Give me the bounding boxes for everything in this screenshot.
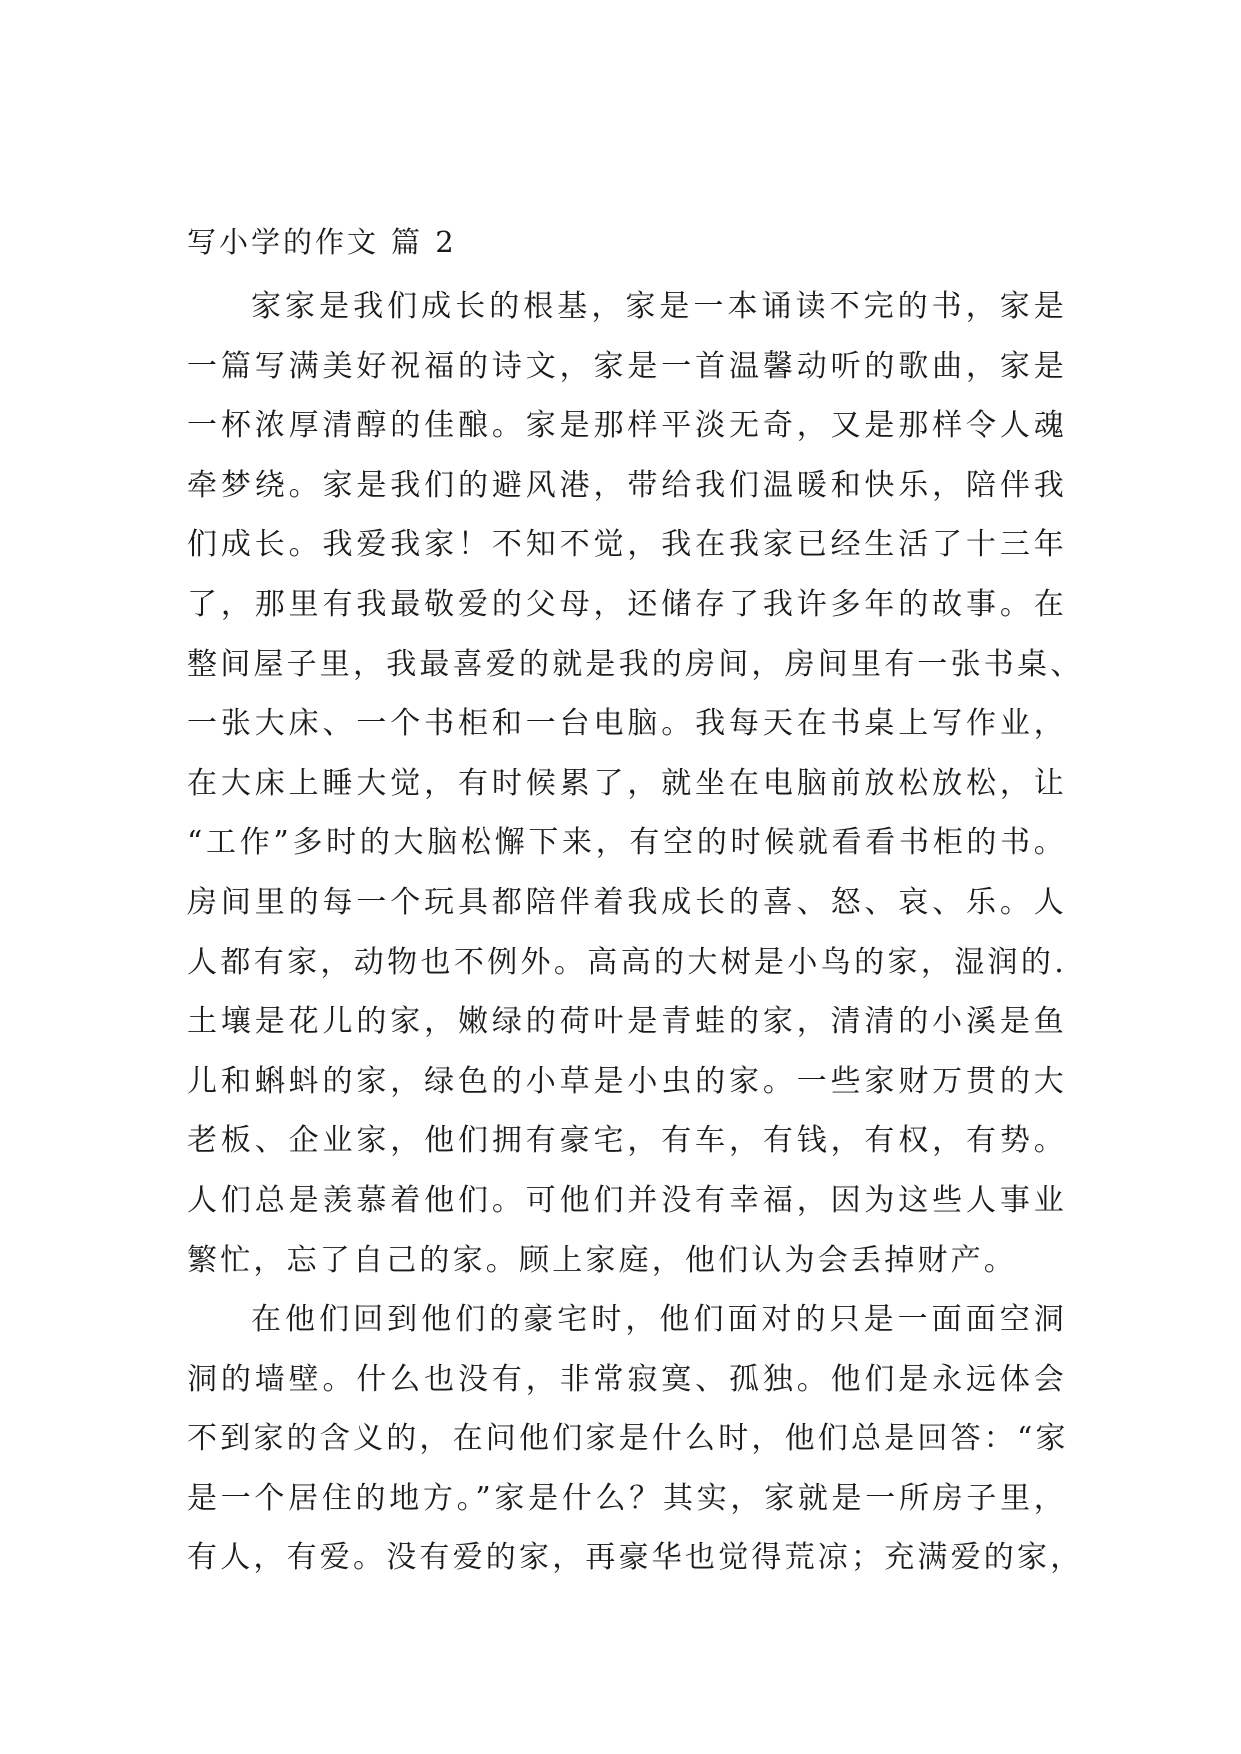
text-line: 在大床上睡大觉，有时候累了，就坐在电脑前放松放松，让 [187, 765, 1067, 801]
text-line: 整间屋子里，我最喜爱的就是我的房间，房间里有一张书桌、 [187, 646, 1084, 682]
text-line: 一篇写满美好祝福的诗文，家是一首温馨动听的歌曲，家是 [187, 348, 1067, 384]
text-line: 人们总是羡慕着他们。可他们并没有幸福，因为这些人事业 [187, 1182, 1067, 1218]
text-line: 一张大床、一个书柜和一台电脑。我每天在书桌上写作业， [187, 706, 1067, 742]
text-line: 有人，有爱。没有爱的家，再豪华也觉得荒凉；充满爱的家， [187, 1540, 1084, 1576]
text-line: 洞的墙壁。什么也没有，非常寂寞、孤独。他们是永远体会 [187, 1361, 1067, 1397]
essay-title [187, 222, 457, 262]
text-line: 一杯浓厚清醇的佳酿。家是那样平淡无奇，又是那样令人魂 [187, 408, 1067, 444]
text-line: 家家是我们成长的根基，家是一本诵读不完的书，家是 [251, 289, 1067, 324]
text-line: 们成长。我爱我家！不知不觉，我在我家已经生活了十三年 [187, 527, 1067, 563]
text-line: 了，那里有我最敬爱的父母，还储存了我许多年的故事。在 [187, 586, 1067, 622]
essay-title-part: 篇 2 [391, 225, 457, 259]
text-line: 繁忙，忘了自己的家。顾上家庭，他们认为会丢掉财产。 [187, 1242, 1017, 1278]
essay-body [187, 277, 1084, 1588]
text-line: 是一个居住的地方。”家是什么？其实，家就是一所房子里， [187, 1480, 1067, 1516]
text-line: 土壤是花儿的家，嫩绿的荷叶是青蛙的家，清清的小溪是鱼 [187, 1004, 1067, 1040]
text-line: 牵梦绕。家是我们的避风港，带给我们温暖和快乐，陪伴我 [187, 467, 1067, 503]
text-line: “工作”多时的大脑松懈下来，有空的时候就看看书柜的书。 [187, 825, 1067, 861]
essay-title-main: 写小学的作文 [187, 225, 380, 259]
text-line: 不到家的含义的，在问他们家是什么时，他们总是回答：“家 [187, 1421, 1069, 1457]
text-line: 老板、企业家，他们拥有豪宅，有车，有钱，有权，有势。 [187, 1123, 1067, 1159]
text-line: 儿和蝌蚪的家，绿色的小草是小虫的家。一些家财万贯的大 [187, 1063, 1067, 1099]
text-line: 人都有家，动物也不例外。高高的大树是小鸟的家，湿润的. [187, 944, 1067, 980]
text-line: 房间里的每一个玩具都陪伴着我成长的喜、怒、哀、乐。人 [187, 884, 1067, 920]
text-line: 在他们回到他们的豪宅时，他们面对的只是一面面空洞 [251, 1302, 1067, 1338]
